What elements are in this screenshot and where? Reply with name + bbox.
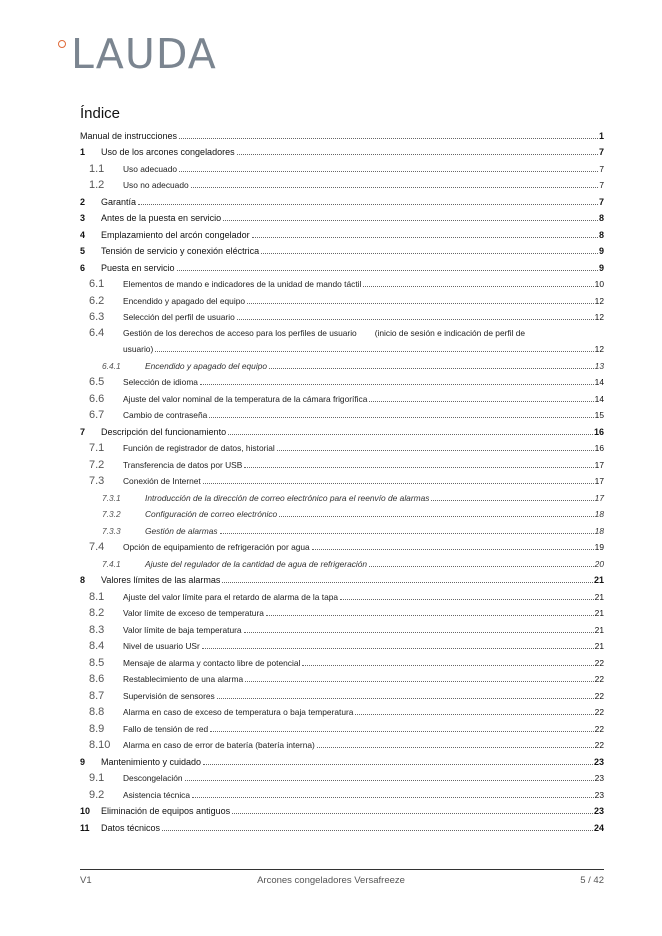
toc-entry[interactable] xyxy=(80,388,604,405)
toc-dot-leader xyxy=(220,533,594,534)
toc-entry-title: Antes de la puesta en servicio xyxy=(101,213,222,223)
toc-dot-leader xyxy=(200,384,594,385)
toc-dot-leader xyxy=(223,220,598,221)
footer-page-number: 5 / 42 xyxy=(580,875,604,886)
toc-entry-title-continued: usuario) xyxy=(123,344,154,354)
toc-entry[interactable] xyxy=(80,438,604,455)
toc-entry-number: 8.6 xyxy=(89,673,105,685)
toc-entry-number: 9 xyxy=(80,756,86,767)
toc-entry-title: Eliminación de equipos antiguos xyxy=(101,806,231,816)
toc-entry[interactable] xyxy=(80,224,604,241)
toc-entry-title: Elementos de mando e indicadores de la unidad de mando táctil xyxy=(123,279,362,289)
toc-entry-number: 6.7 xyxy=(89,409,105,421)
toc-entry-page: 23 xyxy=(593,756,604,767)
toc-entry-page: 7 xyxy=(599,163,604,174)
toc-entry-title: Alarma en caso de error de batería (batería interna) xyxy=(123,740,315,750)
toc-entry[interactable] xyxy=(80,801,604,818)
toc-entry-number: 7.3.2 xyxy=(102,509,121,519)
toc-entry-title: Valor límite de baja temperatura xyxy=(123,624,242,635)
toc-entry-page: 16 xyxy=(593,426,604,437)
toc-entry-title-continued: (inicio de sesión e indicación de perfil de xyxy=(374,328,526,338)
toc-entry-number: 8.3 xyxy=(89,623,105,636)
toc-entry-title: Función de registrador de datos, historial xyxy=(123,443,275,453)
toc-dot-leader xyxy=(277,450,594,451)
toc-dot-leader xyxy=(209,417,593,418)
toc-entry-page: 20 xyxy=(594,558,604,569)
toc-entry-title: Garantía xyxy=(101,196,137,207)
toc-dot-leader xyxy=(247,303,594,304)
toc-dot-leader xyxy=(269,368,594,369)
toc-dot-leader xyxy=(244,467,593,468)
toc-entry-title: Conexión de Internet xyxy=(123,476,201,486)
toc-entry[interactable] xyxy=(80,454,604,471)
toc-entry[interactable] xyxy=(80,241,604,258)
toc-entry[interactable] xyxy=(80,586,604,603)
toc-entry-number: 1 xyxy=(80,147,86,157)
toc-entry[interactable] xyxy=(80,307,604,324)
footer-version: V1 xyxy=(80,875,92,886)
toc-entry-number: 6.4.1 xyxy=(102,360,121,371)
toc-entry-page: 22 xyxy=(594,740,604,750)
toc-entry-number: 6.4 xyxy=(89,327,105,339)
logo-text: LAUDA xyxy=(71,30,217,78)
toc-entry-number: 7.3.3 xyxy=(102,525,121,536)
toc-entry-title: Encendido y apagado del equipo xyxy=(145,360,268,371)
toc-entry[interactable] xyxy=(80,817,604,834)
toc-entry-title: Configuración de correo electrónico xyxy=(145,509,278,519)
table-of-contents xyxy=(80,125,604,834)
toc-entry-title: Ajuste del valor nominal de la temperatura de la cámara frigorífica xyxy=(123,393,368,404)
toc-entry-title: Tensión de servicio y conexión eléctrica xyxy=(101,246,260,256)
toc-dot-leader xyxy=(162,830,593,831)
toc-entry[interactable] xyxy=(80,175,604,192)
toc-entry-number: 9.1 xyxy=(89,772,105,784)
toc-dot-leader xyxy=(266,615,594,616)
toc-dot-leader xyxy=(252,237,598,238)
toc-dot-leader xyxy=(340,599,594,600)
toc-entry-title: Cambio de contraseña xyxy=(123,410,208,420)
toc-entry-number: 9.2 xyxy=(89,788,105,801)
toc-entry-page: 10 xyxy=(594,279,604,289)
toc-entry-number: 8.9 xyxy=(89,722,105,735)
toc-entry-number: 7.3 xyxy=(89,475,105,487)
toc-entry-title: Descongelación xyxy=(123,773,183,783)
toc-entry-page: 18 xyxy=(594,509,604,519)
toc-entry[interactable] xyxy=(80,553,604,570)
toc-dot-leader xyxy=(179,138,598,139)
toc-entry-page: 7 xyxy=(599,180,604,190)
toc-entry-page: 22 xyxy=(594,690,604,701)
toc-entry-title: Descripción del funcionamiento xyxy=(101,426,227,437)
toc-entry-page: 23 xyxy=(594,773,604,783)
toc-entry-number: 10 xyxy=(80,806,91,816)
toc-entry-number: 8.8 xyxy=(89,706,105,718)
toc-dot-leader xyxy=(369,401,593,402)
toc-entry[interactable] xyxy=(80,142,604,159)
toc-dot-leader xyxy=(192,797,594,798)
toc-dot-leader xyxy=(355,714,593,715)
toc-entry-number: 8.4 xyxy=(89,640,105,652)
toc-dot-leader xyxy=(217,698,594,699)
toc-entry-number: 7.2 xyxy=(89,458,105,471)
toc-entry[interactable] xyxy=(80,603,604,620)
toc-entry-page: 9 xyxy=(598,262,604,273)
toc-entry-page: 24 xyxy=(593,822,604,833)
toc-dot-leader xyxy=(177,270,598,271)
toc-entry-page: 12 xyxy=(594,312,604,322)
toc-entry[interactable] xyxy=(80,421,604,438)
toc-entry-page: 21 xyxy=(594,641,604,651)
toc-entry-page: 19 xyxy=(594,542,604,552)
toc-entry-page: 22 xyxy=(594,707,604,717)
toc-entry-page: 22 xyxy=(594,723,604,734)
toc-entry-page: 14 xyxy=(594,393,604,404)
toc-entry-page: 17 xyxy=(594,476,604,486)
toc-entry-title: Uso adecuado xyxy=(123,163,178,174)
toc-dot-leader xyxy=(202,648,594,649)
toc-entry-page: 21 xyxy=(594,608,604,618)
toc-entry-title: Alarma en caso de exceso de temperatura o baja temperatura xyxy=(123,707,354,717)
toc-entry-number: 8.10 xyxy=(89,739,111,751)
toc-entry[interactable] xyxy=(80,504,604,521)
toc-entry-number: 8 xyxy=(80,575,86,585)
toc-dot-leader xyxy=(237,319,594,320)
toc-entry-page: 12 xyxy=(594,295,604,306)
footer-document-title: Arcones congeladores Versafreeze xyxy=(257,875,405,886)
toc-entry[interactable] xyxy=(80,768,604,785)
toc-entry-title: Gestión de los derechos de acceso para los perfiles de usuario xyxy=(123,328,357,338)
toc-dot-leader xyxy=(317,747,594,748)
toc-entry-page: 7 xyxy=(598,196,604,207)
toc-entry[interactable] xyxy=(80,784,604,801)
toc-entry-title: Nivel de usuario USr xyxy=(123,641,200,651)
toc-entry-title: Introducción de la dirección de correo electrónico para el reenvío de alarmas xyxy=(145,492,430,503)
toc-entry-title: Puesta en servicio xyxy=(101,262,175,273)
toc-dot-leader xyxy=(245,681,594,682)
toc-entry-title: Ajuste del regulador de la cantidad de agua de refrigeración xyxy=(145,558,368,569)
toc-entry-title: Valor límite de exceso de temperatura xyxy=(123,608,264,618)
toc-entry[interactable] xyxy=(80,636,604,653)
toc-entry[interactable] xyxy=(80,158,604,175)
toc-entry-page: 15 xyxy=(594,410,604,420)
toc-entry-number: 8.5 xyxy=(89,656,105,669)
toc-entry-number: 8.2 xyxy=(89,607,105,619)
toc-dot-leader xyxy=(261,253,598,254)
toc-entry-title: Supervisión de sensores xyxy=(123,690,215,701)
toc-entry-page: 8 xyxy=(598,213,604,223)
toc-entry[interactable] xyxy=(80,751,604,768)
toc-entry-number: 8.7 xyxy=(89,689,105,702)
toc-entry-number: 3 xyxy=(80,213,86,223)
toc-dot-leader xyxy=(228,434,593,435)
toc-dot-leader xyxy=(203,764,593,765)
toc-dot-leader xyxy=(312,549,594,550)
toc-entry-page: 23 xyxy=(593,806,604,816)
toc-entry[interactable] xyxy=(80,487,604,504)
toc-entry-number: 7.1 xyxy=(89,442,105,454)
toc-entry-number: 7.4 xyxy=(89,541,105,553)
toc-entry[interactable] xyxy=(80,405,604,422)
footer-divider xyxy=(80,869,604,870)
toc-entry-page: 22 xyxy=(594,657,604,668)
toc-dot-leader xyxy=(203,483,594,484)
toc-entry-title: Manual de instrucciones xyxy=(80,130,178,141)
toc-entry[interactable] xyxy=(80,191,604,208)
toc-entry-page: 22 xyxy=(594,674,604,684)
toc-entry-title: Ajuste del valor límite para el retardo de alarma de la tapa xyxy=(123,591,339,602)
toc-entry-title: Mensaje de alarma y contacto libre de potencial xyxy=(123,657,301,668)
toc-dot-leader xyxy=(302,665,593,666)
toc-entry[interactable] xyxy=(80,702,604,719)
toc-entry[interactable] xyxy=(80,290,604,307)
toc-entry-title: Selección del perfil de usuario xyxy=(123,312,235,322)
toc-dot-leader xyxy=(185,780,594,781)
toc-entry-page: 8 xyxy=(598,229,604,240)
toc-entry-number: 6.1 xyxy=(89,278,105,290)
toc-entry[interactable] xyxy=(80,372,604,389)
toc-dot-leader xyxy=(363,286,593,287)
toc-entry-page: 16 xyxy=(594,443,604,453)
toc-dot-leader xyxy=(155,351,593,352)
toc-entry[interactable] xyxy=(80,208,604,225)
toc-dot-leader xyxy=(210,731,593,732)
toc-entry-title: Gestión de alarmas xyxy=(145,525,218,536)
toc-entry-number: 11 xyxy=(80,822,90,833)
toc-entry-title: Datos técnicos xyxy=(101,822,161,833)
toc-entry[interactable] xyxy=(80,718,604,735)
toc-entry-title: Mantenimiento y cuidado xyxy=(101,756,202,767)
toc-entry[interactable] xyxy=(80,685,604,702)
toc-entry[interactable] xyxy=(80,125,604,142)
toc-entry-page: 14 xyxy=(594,377,604,387)
toc-entry-page: 7 xyxy=(598,147,604,157)
toc-entry-number: 4 xyxy=(80,229,86,240)
toc-entry-page: 9 xyxy=(598,246,604,256)
toc-entry-number: 1.1 xyxy=(89,162,105,175)
toc-entry-page: 18 xyxy=(594,525,604,536)
toc-dot-leader xyxy=(232,813,593,814)
toc-entry-number: 7.3.1 xyxy=(102,492,121,503)
toc-entry-title: Uso de los arcones congeladores xyxy=(101,147,235,157)
toc-entry-number: 2 xyxy=(80,196,86,207)
toc-entry[interactable] xyxy=(80,537,604,554)
toc-entry-page: 1 xyxy=(598,130,604,141)
toc-dot-leader xyxy=(237,154,598,155)
toc-entry-page: 13 xyxy=(594,360,604,371)
toc-entry-number: 8.1 xyxy=(89,590,105,603)
toc-entry[interactable] xyxy=(80,619,604,636)
toc-dot-leader xyxy=(138,204,598,205)
toc-entry[interactable] xyxy=(80,669,604,686)
toc-entry-page: 21 xyxy=(593,575,604,585)
toc-entry-number: 6.2 xyxy=(89,294,105,307)
toc-entry[interactable] xyxy=(80,520,604,537)
toc-entry-page: 17 xyxy=(594,492,604,503)
toc-entry-title: Valores límites de las alarmas xyxy=(101,575,221,585)
toc-entry-page: 23 xyxy=(594,789,604,800)
toc-entry-title: Encendido y apagado del equipo xyxy=(123,295,246,306)
toc-entry[interactable] xyxy=(80,323,604,355)
toc-entry-number: 1.2 xyxy=(89,179,105,191)
toc-dot-leader xyxy=(191,187,599,188)
toc-entry[interactable] xyxy=(80,735,604,752)
toc-entry-number: 7 xyxy=(80,426,86,437)
toc-dot-leader xyxy=(179,171,598,172)
toc-entry-title: Selección de idioma xyxy=(123,377,198,387)
toc-entry-number: 6.3 xyxy=(89,311,105,323)
toc-entry-page: 12 xyxy=(594,344,604,354)
toc-entry-page: 17 xyxy=(594,459,604,470)
toc-entry-title: Restablecimiento de una alarma xyxy=(123,674,244,684)
toc-title: Índice xyxy=(80,105,121,122)
toc-entry-number: 6.5 xyxy=(89,376,105,388)
toc-entry-number: 6.6 xyxy=(89,392,105,405)
toc-entry-title: Transferencia de datos por USB xyxy=(123,459,243,470)
toc-dot-leader xyxy=(431,500,593,501)
toc-entry[interactable] xyxy=(80,471,604,488)
toc-entry-number: 5 xyxy=(80,246,86,256)
toc-entry-title: Fallo de tensión de red xyxy=(123,723,209,734)
toc-entry-title: Emplazamiento del arcón congelador xyxy=(101,229,250,240)
toc-entry[interactable] xyxy=(80,570,604,587)
toc-entry-number: 7.4.1 xyxy=(102,558,121,569)
toc-dot-leader xyxy=(244,632,594,633)
toc-entry-page: 21 xyxy=(594,591,604,602)
toc-entry[interactable] xyxy=(80,257,604,274)
toc-dot-leader xyxy=(222,582,593,583)
toc-entry[interactable] xyxy=(80,274,604,291)
toc-entry-number: 6 xyxy=(80,262,86,273)
toc-entry[interactable] xyxy=(80,355,604,372)
toc-entry-title: Asistencia técnica xyxy=(123,789,191,800)
toc-entry[interactable] xyxy=(80,652,604,669)
toc-entry-title: Uso no adecuado xyxy=(123,180,189,190)
toc-dot-leader xyxy=(279,516,593,517)
toc-entry-title: Opción de equipamiento de refrigeración por agua xyxy=(123,542,310,552)
toc-entry-page: 21 xyxy=(594,624,604,635)
toc-dot-leader xyxy=(369,566,594,567)
logo-ring-icon xyxy=(58,40,66,48)
